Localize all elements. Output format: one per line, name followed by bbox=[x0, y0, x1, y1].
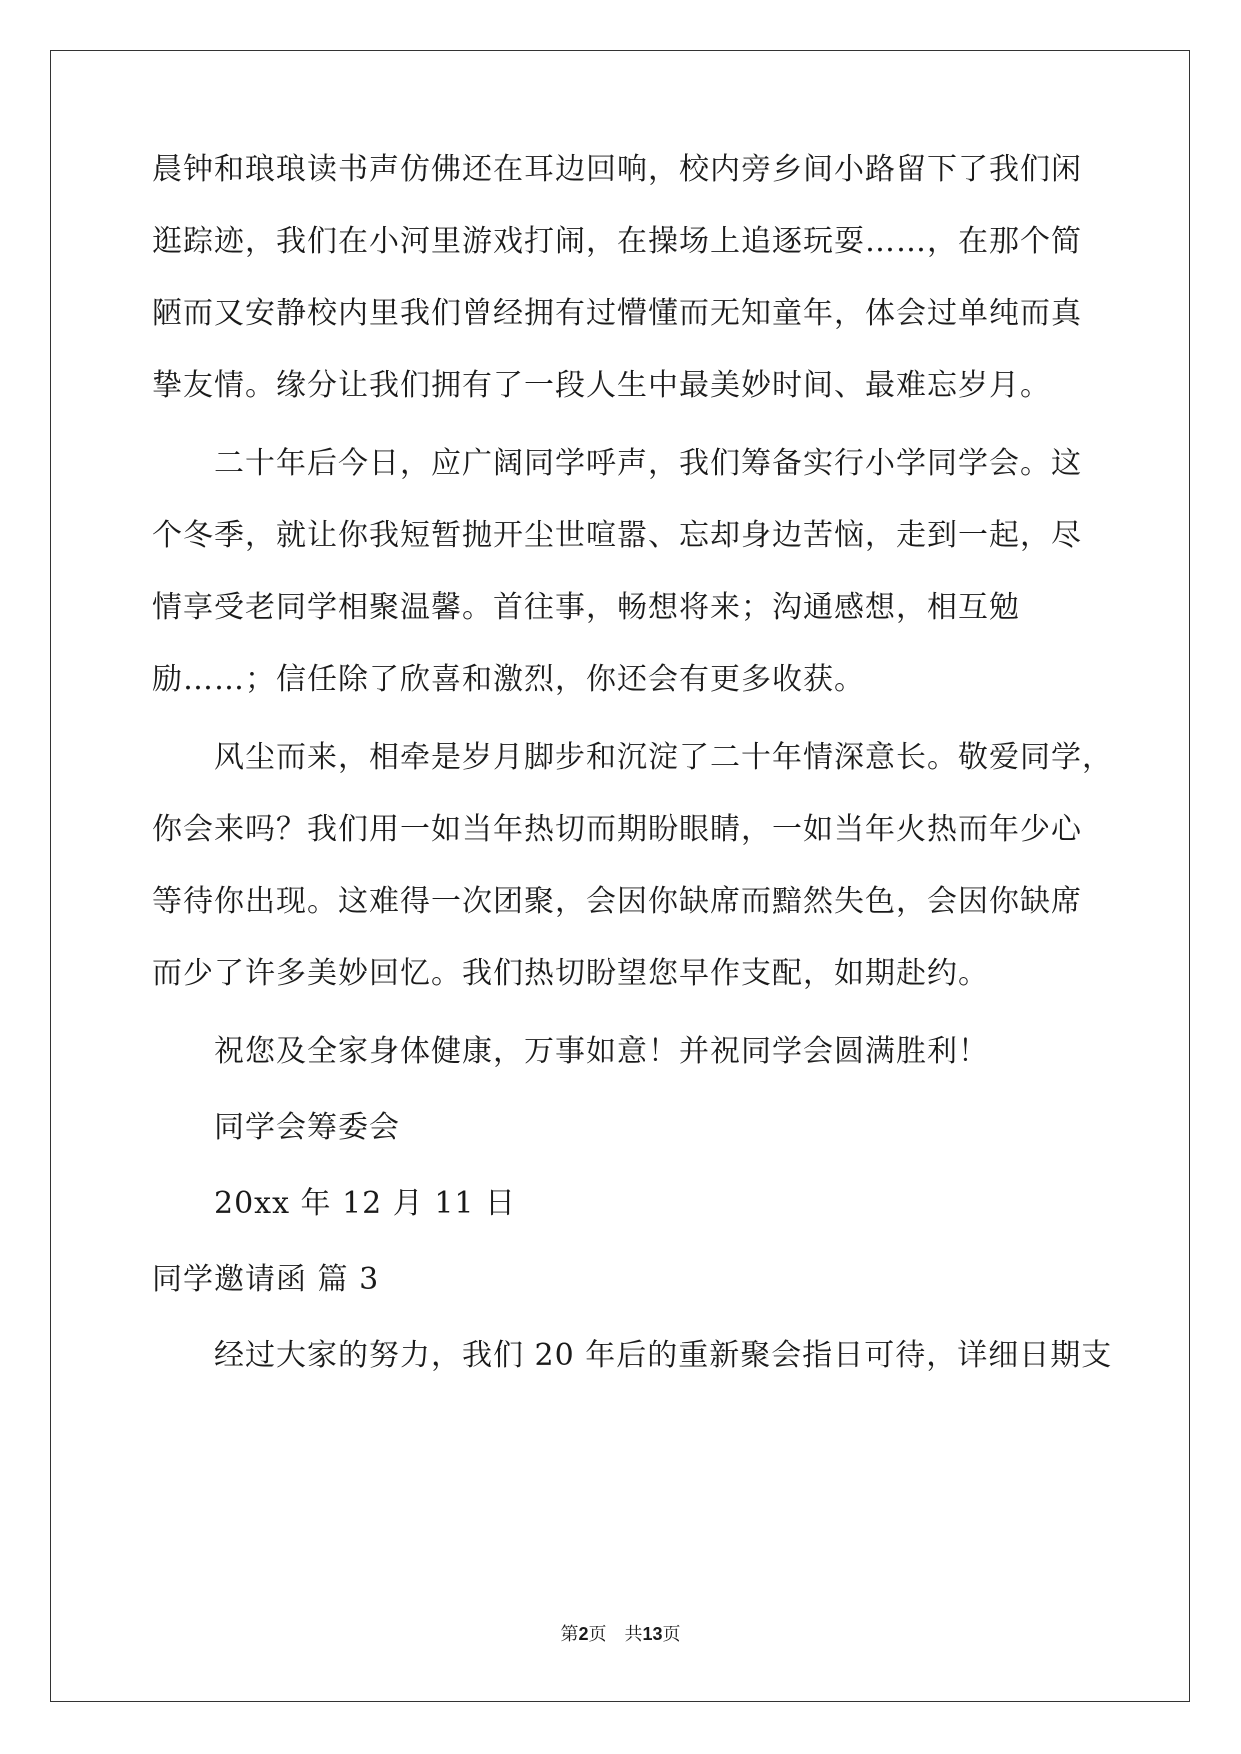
text-line: 风尘而来，相牵是岁月脚步和沉淀了二十年情深意长。敬爱同学， bbox=[214, 740, 1113, 775]
text-line: 等待你出现。这难得一次团聚，会因你缺席而黯然失色，会因你缺席 bbox=[152, 884, 1082, 919]
page-footer bbox=[0, 1622, 1241, 1647]
text-line: 励……；信任除了欣喜和激烈，你还会有更多收获。 bbox=[152, 662, 865, 697]
page-mid: 页 共 bbox=[588, 1624, 643, 1645]
date-line: 20xx 年 12 月 11 日 bbox=[214, 1186, 517, 1221]
page-suffix: 页 bbox=[662, 1624, 681, 1645]
text-line: 二十年后今日，应广阔同学呼声，我们筹备实行小学同学会。这 bbox=[214, 446, 1082, 481]
text-line: 陋而又安静校内里我们曾经拥有过懵懂而无知童年，体会过单纯而真 bbox=[152, 296, 1082, 331]
text-line: 晨钟和琅琅读书声仿佛还在耳边回响，校内旁乡间小路留下了我们闲 bbox=[152, 152, 1082, 187]
text-line: 而少了许多美妙回忆。我们热切盼望您早作支配，如期赴约。 bbox=[152, 956, 989, 991]
page-prefix: 第 bbox=[560, 1624, 579, 1645]
page-total: 13 bbox=[642, 1624, 663, 1644]
section-heading: 同学邀请函 篇 3 bbox=[152, 1262, 380, 1297]
signature: 同学会筹委会 bbox=[214, 1110, 400, 1145]
text-line: 你会来吗？我们用一如当年热切而期盼眼睛，一如当年火热而年少心 bbox=[152, 812, 1082, 847]
page-current: 2 bbox=[578, 1624, 589, 1644]
text-line: 经过大家的努力，我们 20 年后的重新聚会指日可待，详细日期支 bbox=[214, 1338, 1113, 1373]
text-line: 挚友情。缘分让我们拥有了一段人生中最美妙时间、最难忘岁月。 bbox=[152, 368, 1051, 403]
text-line: 逛踪迹，我们在小河里游戏打闹，在操场上追逐玩耍……，在那个简 bbox=[152, 224, 1082, 259]
text-line: 情享受老同学相聚温馨。首往事，畅想将来；沟通感想，相互勉 bbox=[152, 590, 1020, 625]
text-line: 个冬季，就让你我短暂抛开尘世喧嚣、忘却身边苦恼，走到一起，尽 bbox=[152, 518, 1082, 553]
closing-wishes: 祝您及全家身体健康，万事如意！并祝同学会圆满胜利！ bbox=[214, 1034, 989, 1069]
